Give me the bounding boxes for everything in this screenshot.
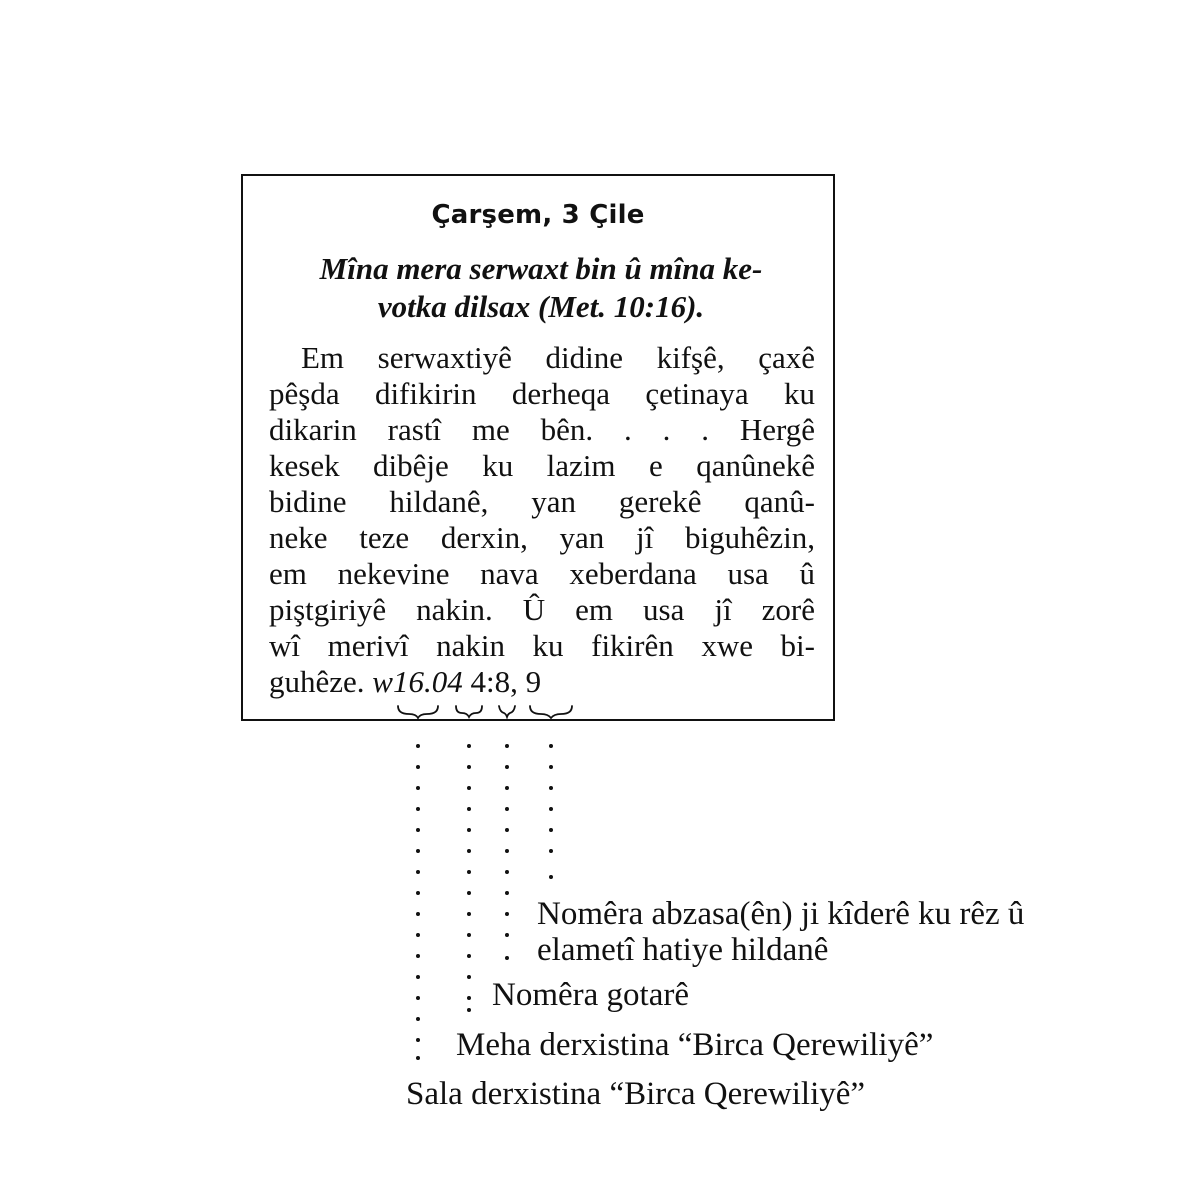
leader-month: [467, 744, 471, 1012]
body-line: pêşda difikirin derheqa çetinaya ku: [269, 376, 815, 411]
body-line: dikarin rastî me bên. . . . Hergê: [269, 412, 815, 447]
leader-year: [416, 744, 420, 1060]
annotation-paragraphs-line: elametî hatiye hildanê: [537, 932, 829, 968]
annotation-page: Nomêra gotarê: [492, 977, 689, 1013]
body-line: kesek dibêje ku lazim e qanûnekê: [269, 448, 815, 483]
brace-page: [499, 706, 515, 717]
last-line-text: guhêze.: [269, 664, 365, 699]
body-line: Em serwaxtiyê didine kifşê, çaxê: [301, 340, 815, 375]
body-line: em nekevine nava xeberdana usa û: [269, 556, 815, 591]
annotation-month: Meha derxistina “Birca Qerewiliyê”: [456, 1027, 934, 1063]
brace-year: [398, 706, 438, 718]
brace-month: [456, 706, 482, 717]
leader-page: [505, 744, 509, 960]
annotation-year: Sala derxistina “Birca Qerewiliyê”: [406, 1076, 866, 1112]
annotation-paragraphs-line: Nomêra abzasa(ên) ji kîderê ku rêz û: [537, 896, 1025, 932]
reference-page: 4:: [470, 664, 495, 699]
body-line: neke teze derxin, yan jî biguhêzin,: [269, 520, 815, 555]
annotation-paragraphs: [537, 896, 1024, 968]
body-line: piştgiriyê nakin. Û em usa jî zorê: [269, 592, 815, 627]
reference-publication-code: w16.04: [372, 664, 463, 699]
body-line: bidine hildanê, yan gerekê qanû-: [269, 484, 815, 519]
scripture-line: votka dilsax (Met. 10:16).: [377, 289, 705, 324]
leader-paragraphs: [549, 744, 553, 879]
brace-paragraphs: [530, 706, 572, 718]
date-heading: Çarşem, 3 Çile: [431, 200, 645, 230]
scripture-line: Mîna mera serwaxt bin û mîna ke-: [319, 251, 763, 286]
reference-paragraphs: 8, 9: [494, 664, 542, 699]
body-line: wî merivî nakin ku fikirên xwe bi-: [269, 628, 815, 663]
